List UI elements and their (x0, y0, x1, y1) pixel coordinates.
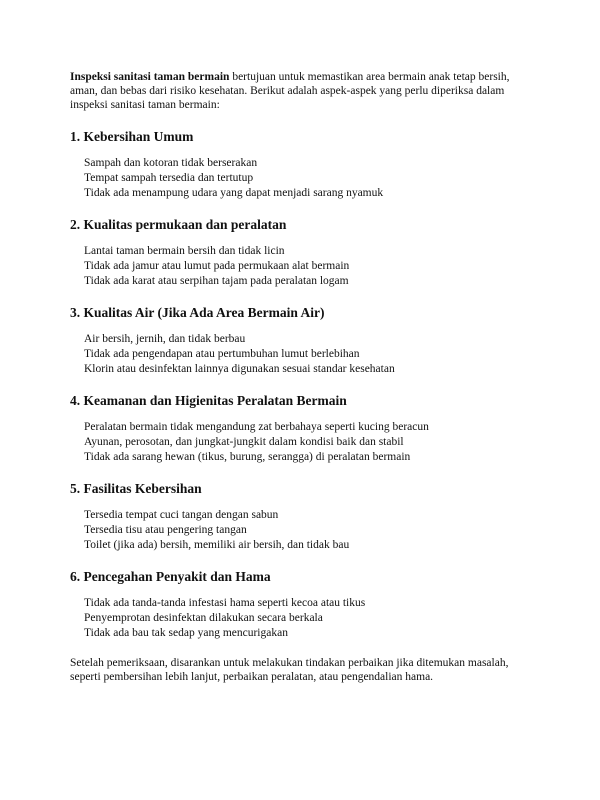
list-item: Lantai taman bermain bersih dan tidak licin (84, 245, 285, 257)
section-list (70, 156, 530, 201)
section-list (70, 596, 530, 641)
list-item: Penyemprotan desinfektan dilakukan secara berkala (84, 612, 323, 624)
list-item: Tempat sampah tersedia dan tertutup (84, 172, 254, 184)
section-list (70, 332, 530, 377)
section-fasilitas-kebersihan (70, 480, 530, 553)
list-item: Tidak ada karat atau serpihan tajam pada peralatan logam (84, 275, 349, 287)
section-heading: 5. Fasilitas Kebersihan (70, 481, 202, 496)
list-item: Tersedia tisu atau pengering tangan (84, 524, 247, 536)
document-page (70, 70, 530, 684)
intro-paragraph (70, 70, 530, 112)
list-item: Air bersih, jernih, dan tidak berbau (84, 333, 246, 345)
section-heading: 1. Kebersihan Umum (70, 129, 194, 144)
list-item: Klorin atau desinfektan lainnya digunakan sesuai standar kesehatan (84, 363, 395, 375)
list-item: Tidak ada menampung udara yang dapat menjadi sarang nyamuk (84, 187, 384, 199)
section-heading: 6. Pencegahan Penyakit dan Hama (70, 569, 271, 584)
section-heading: 3. Kualitas Air (Jika Ada Area Bermain Air) (70, 305, 325, 320)
closing-paragraph: Setelah pemeriksaan, disarankan untuk melakukan tindakan perbaikan jika ditemukan masalah, seperti pembersihan lebih lanjut, perbaikan peralatan, atau pengendalian hama. (70, 657, 509, 683)
list-item: Tidak ada sarang hewan (tikus, burung, serangga) di peralatan bermain (84, 451, 411, 463)
intro-bold-phrase: Inspeksi sanitasi taman bermain (70, 71, 230, 83)
list-item: Tidak ada pengendapan atau pertumbuhan lumut berlebihan (84, 348, 360, 360)
list-item: Tidak ada jamur atau lumut pada permukaan alat bermain (84, 260, 350, 272)
list-item: Toilet (jika ada) bersih, memiliki air bersih, dan tidak bau (84, 539, 350, 551)
section-kualitas-permukaan (70, 216, 530, 289)
section-heading: 2. Kualitas permukaan dan peralatan (70, 217, 287, 232)
list-item: Tidak ada bau tak sedap yang mencurigakan (84, 627, 288, 639)
section-list (70, 420, 530, 465)
section-kualitas-air (70, 304, 530, 377)
section-list (70, 508, 530, 553)
list-item: Tersedia tempat cuci tangan dengan sabun (84, 509, 279, 521)
list-item: Ayunan, perosotan, dan jungkat-jungkit dalam kondisi baik dan stabil (84, 436, 404, 448)
section-pencegahan-penyakit (70, 568, 530, 641)
list-item: Peralatan bermain tidak mengandung zat berbahaya seperti kucing beracun (84, 421, 429, 433)
list-item: Tidak ada tanda-tanda infestasi hama seperti kecoa atau tikus (84, 597, 366, 609)
intro-text: bertujuan untuk memastikan area bermain anak tetap bersih, aman, dan bebas dari risiko kesehatan. Berikut adalah aspek-aspek yang perlu diperiksa dalam inspeksi sanitasi taman bermain: (70, 71, 510, 111)
section-keamanan-peralatan (70, 392, 530, 465)
list-item: Sampah dan kotoran tidak berserakan (84, 157, 258, 169)
section-kebersihan-umum (70, 128, 530, 201)
section-list (70, 244, 530, 289)
section-heading: 4. Keamanan dan Higienitas Peralatan Bermain (70, 393, 347, 408)
